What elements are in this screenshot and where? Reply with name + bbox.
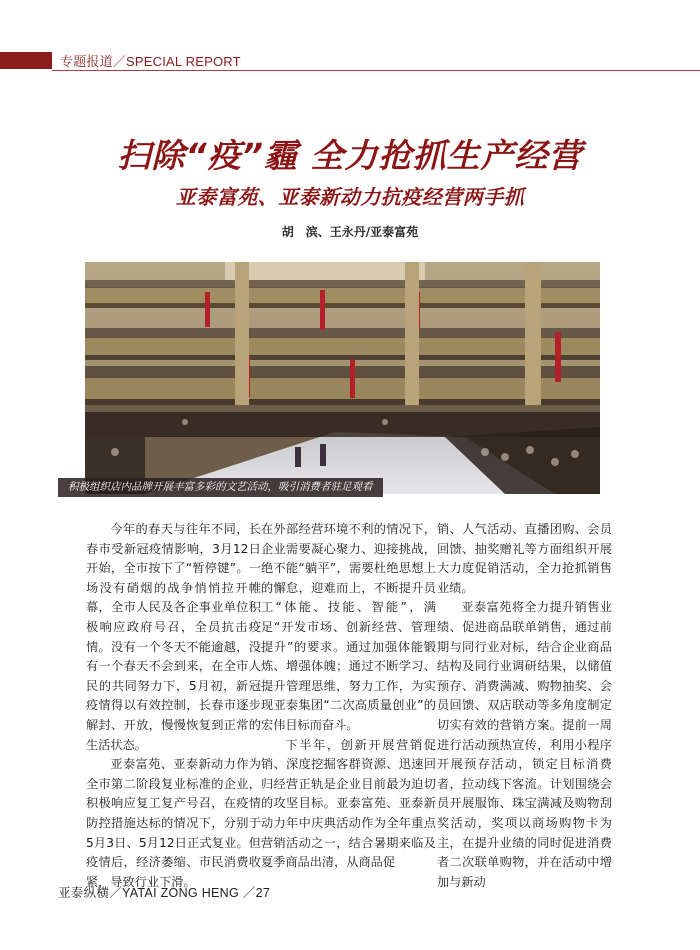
- photo-caption: 积极组织店内品牌开展丰富多彩的文艺活动，吸引消费者驻足观看: [58, 478, 383, 497]
- text-column-3: [437, 520, 612, 892]
- text-column-2: [261, 520, 436, 873]
- header-accent-bar: [0, 52, 52, 69]
- paragraph: 在外部经营环境不利的情况下，企业需要凝心聚力、迎接挑战，绝不能“躺平”，需要杜绝思想上的懈怠，迎难而上，不断提升员工“体能、技能、智能”，满足“开发市场、创新经营、管理提升”的要求。通过加强体能锻炼、增强体魄；通过不断学习、提升管理思维，努力工作，为实现亚泰集团“二次高质量创业”的宏伟目标而奋斗。: [261, 522, 436, 732]
- paragraph: 下半年，创新开展营销促销、深度挖掘客群资源、迅速回归经营正轨是企业目前最为迫切的攻坚目标。亚泰富苑、亚泰新动力年中庆典活动作为全年重点营销活动之一，结合暑期来临及夏季商品出清，从商品促: [261, 737, 436, 870]
- article-authors: 胡 滨、王永丹/亚泰富苑: [281, 225, 419, 239]
- paragraph: 销、人气活动、直播团购、会员回馈、抽奖赠礼等方面组织开展大力度促销活动，全力抢抓销售业绩。: [437, 522, 612, 595]
- paragraph: 亚泰富苑将全力提升销售业绩、促进商品联单销售，通过前期与同行业对标，结合企业商品结构及同行业调研结果，以储值预存、消费满减、购物抽奖、会员回馈、双店联动等多角度制定切实有效的营销方案。提前一周进行活动预热宣传，利用小程序开展预存活动，锁定目标消费者，拉动线下客流。计划围绕会员开展服饰、珠宝满减及购物刮奖活动，奖项以商场购物卡为主，在提升业绩的同时促进消费者二次联单购物，并在活动中增加与新动: [437, 600, 612, 889]
- mall-atrium-illustration: [85, 262, 600, 494]
- event-photo: [85, 262, 600, 494]
- page-footer: 亚泰纵横／YATAI ZONG HENG ／27: [58, 886, 271, 900]
- paragraph: 亚泰富苑、亚泰新动力作为全市第二阶段复业标准的企业，积极响应复工复产号召，在疫情防控措施达标的情况下，分别于5月3日、5月12日正式复业。但疫情后，经济萎缩、市民消费收紧，导致行业下滑。: [86, 757, 261, 889]
- article-title: 扫除“疫”霾 全力抢抓生产经营: [117, 136, 583, 175]
- article-subtitle: 亚泰富苑、亚泰新动力抗疫经营两手抓: [175, 185, 525, 209]
- section-label: 专题报道／SPECIAL REPORT: [60, 54, 241, 69]
- text-column-1: [86, 520, 261, 892]
- header-rule: [52, 70, 700, 71]
- paragraph: 今年的春天与往年不同，长春市受新冠疫情影响，3月12日开始，全市按下了“暂停键”。一场没有硝烟的战争悄悄拉开帷幕，全市人民及各企事业单位积极响应政府号召，全员抗击疫情。没有一个冬天不能逾越，没有一个春天不会到来，在全市人民的共同努力下，5月初，新冠疫情得以有效控制，长春市逐步解封、开放，慢慢恢复到正常的生活状态。: [86, 522, 261, 752]
